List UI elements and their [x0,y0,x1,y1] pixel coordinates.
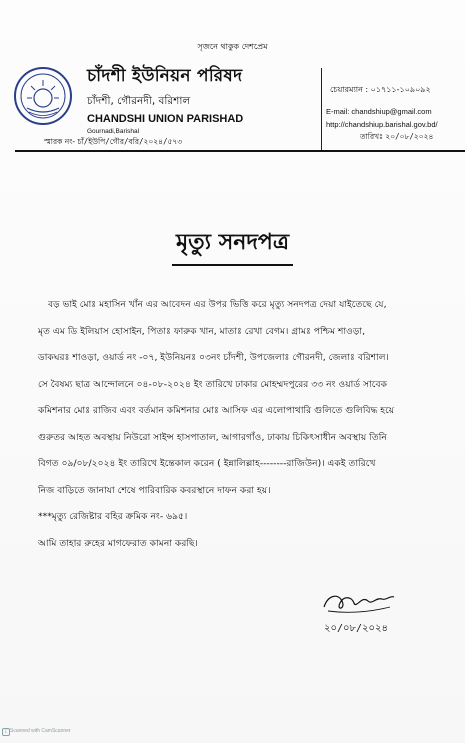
signature-date: ২০/০৮/২০২৪ [324,623,389,634]
memo-label: স্মারক নং- [44,137,76,146]
motto: সৃজনে থাকুক দেশপ্রেম [197,42,268,51]
issue-date [360,132,433,144]
date-label: তারিখঃ [360,132,383,141]
org-name-bn: চাঁদশী ইউনিয়ন পরিষদ [87,66,243,86]
scanner-watermark: Scanned with CamScanner [10,728,71,734]
body-line: গুরুতর আহত অবস্থায় নিউরো সাইন্স হাসপাতাল, আগারগাঁও, ঢাকায় চিকিৎসাধীন অবস্থায় তিনি [38,431,387,443]
header-divider [15,150,465,152]
chairman-contact [330,84,431,97]
camscanner-icon: C [2,728,10,736]
website-url: http://chandshiup.barishal.gov.bd/ [326,120,438,129]
address-bn: চাঁদশী, গৌরনদী, বরিশাল [87,95,191,107]
body-line: বড় ভাই মোঃ মহাসিন খাঁন এর আবেদন এর উপর ভিত্তি করে মৃত্যু সনদপত্র দেয়া যাইতেছে যে, [48,299,387,310]
heading-text: মৃত্যু সনদপত্র [172,225,293,266]
memo-value: চাঁ/ইউপি/গৌর/বরি/২০২৪/৫৭৩ [77,137,183,146]
header-divider-vertical [321,68,322,150]
body-line: সে বৈষম্য ছাত্র আন্দোলনে ০৪-০৮-২০২৪ ইং তারিখে ঢাকার মোহম্মদপুরের ৩৩ নং ওয়ার্ড সাবেক [38,378,387,390]
address-en: Gournadi,Barishal [87,128,140,135]
union-seal-logo [13,66,73,126]
body-line: আমি তাহার রুহের মাগফেরাত কামনা করছি। [38,537,198,549]
body-line: নিজ বাড়িতে জানাযা শেষে পারিবারিক কবরস্থানে দাফন করা হয়। [38,484,271,496]
body-line: ডাকঘরঃ শাওড়া, ওয়ার্ড নং -০৭, ইউনিয়নঃ ০৩নং চাঁদশী, উপজেলাঃ গৌরনদী, জেলাঃ বরিশাল। [38,352,389,363]
chairman-phone: : ০১৭১১-১০৯০৯২ [365,85,431,94]
body-line: বিগত ০৯/০৮/২০২৪ ইং তারিখে ইন্তেকাল করেন ( ইন্নালিল্লাহ--------রাজিউন)। একই তারিখে [38,458,376,469]
body-line: কমিশনার মোঃ রাজিব এবং বর্তমান কমিশনার মোঃ আসিফ এর এলোপাথারি গুলিতে গুলিবিদ্ধ হয়ে [38,405,395,416]
org-name-en: CHANDSHI UNION PARISHAD [87,113,244,125]
certificate-heading [0,225,465,266]
handwritten-signature [318,585,398,637]
certificate-body [38,292,453,557]
date-value: ২০/০৮/২০২৪ [385,132,434,141]
email-address: E-mail: chandshiup@gmail.com [326,107,432,116]
chairman-label: চেয়ারম্যান [330,85,363,94]
memo-number [44,137,182,149]
body-line: মৃত এম ডি ইলিয়াস হোসাইন, পিতাঃ ফারুক খান, মাতাঃ রেখা বেগম। গ্রামঃ পশ্চিম শাওড়া, [38,325,366,337]
body-line: ***মৃত্যু রেজিষ্টার বহির ক্রমিক নং- ৬৯৫। [38,511,188,522]
